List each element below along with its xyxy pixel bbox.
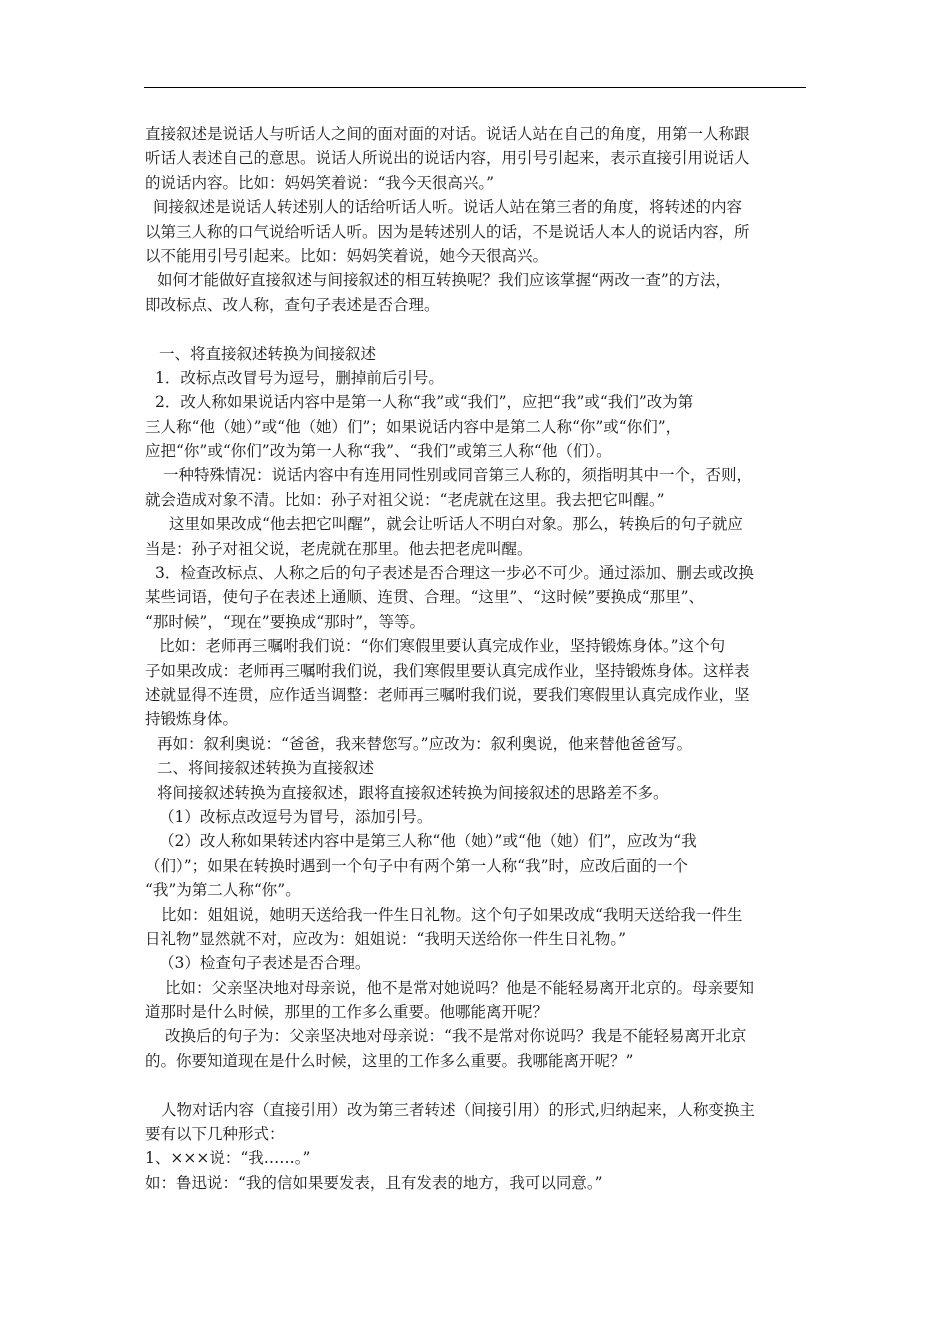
text-line: 如：鲁迅说：“我的信如果要发表，且有发表的地方，我可以同意。” <box>145 1173 603 1192</box>
text-line: 的说话内容。比如：妈妈笑着说：“我今天很高兴。” <box>145 173 495 192</box>
document-body <box>145 122 809 1195</box>
text-line: 将间接叙述转换为直接叙述，跟将直接叙述转换为间接叙述的思路差不多。 <box>157 783 669 802</box>
text-line: 即改标点、改人称，查句子表述是否合理。 <box>145 295 440 314</box>
text-line: 改换后的句子为：父亲坚决地对母亲说：“我不是常对你说吗？我是不能轻易离开北京 <box>165 1027 747 1046</box>
paragraph <box>145 366 809 390</box>
text-line: 一、将直接叙述转换为间接叙述 <box>159 344 377 363</box>
text-line: 1、×××说：“我……。” <box>145 1149 311 1168</box>
blank-line <box>145 1073 809 1097</box>
paragraph <box>145 781 809 805</box>
paragraph <box>145 512 809 561</box>
text-line: 听话人表述自己的意思。说话人所说出的说话内容，用引号引起来，表示直接引用说话人 <box>145 149 750 168</box>
paragraph <box>145 561 809 634</box>
paragraph <box>145 1024 809 1073</box>
paragraph <box>145 122 809 195</box>
text-line: 再如：叙利奥说：“爸爸，我来替您写。”应改为：叙利奥说，他来替他爸爸写。 <box>157 734 693 753</box>
text-line: 当是：孙子对祖父说，老虎就在那里。他去把老虎叫醒。 <box>145 539 533 558</box>
paragraph <box>145 195 809 268</box>
paragraph <box>145 1171 809 1195</box>
text-line: 三人称“他（她）”或“他（她）们”；如果说话内容中是第二人称“你”或“你们”， <box>145 417 682 436</box>
text-line: 2．改人称如果说话内容中是第一人称“我”或“我们”，应把“我”或“我们”改为第 <box>155 393 694 412</box>
text-line: “那时候”，“现在”要换成“那时”，等等。 <box>145 612 426 631</box>
text-line: 述就显得不连贯，应作适当调整：老师再三嘱咐我们说，要我们寒假里认真完成作业，坚 <box>145 685 750 704</box>
paragraph <box>145 463 809 512</box>
paragraph <box>145 829 809 902</box>
text-line: （1）改标点改逗号为冒号，添加引号。 <box>159 807 433 826</box>
text-line: 一种特殊情况：说话内容中有连用同性别或同音第三人称的，须指明其中一个，否则， <box>163 466 753 485</box>
text-line: 人物对话内容（直接引用）改为第三者转述（间接引用）的形式,归纳起来，人称变换主 <box>161 1100 755 1119</box>
text-line: （3）检查句子表述是否合理。 <box>159 954 371 973</box>
paragraph <box>145 1098 809 1147</box>
text-line: “我”为第二人称“你”。 <box>145 881 301 900</box>
text-line: 如何才能做好直接叙述与间接叙述的相互转换呢？我们应该掌握“两改一查”的方法， <box>157 271 731 290</box>
text-line: 应把“你”或“你们”改为第一人称“我”、“我们”或第三人称“他（们）。 <box>145 442 612 461</box>
paragraph <box>145 903 809 952</box>
paragraph <box>145 756 809 780</box>
text-line: 道那时是什么时候，那里的工作多么重要。他哪能离开呢？ <box>145 1003 549 1022</box>
text-line: （2）改人称如果转述内容中是第三人称“他（她）”或“他（她）们”，应改为“我 <box>159 832 697 851</box>
text-line: 持锻炼身体。 <box>145 710 239 729</box>
paragraph <box>145 268 809 317</box>
paragraph <box>145 1146 809 1170</box>
text-line: 这里如果改成“他去把它叫醒”，就会让听话人不明白对象。那么，转换后的句子就应 <box>169 515 743 534</box>
paragraph <box>145 634 809 732</box>
paragraph <box>145 976 809 1025</box>
text-line: 比如：姐姐说，她明天送给我一件生日礼物。这个句子如果改成“我明天送给我一件生 <box>161 905 743 924</box>
text-line: 以不能用引号引起来。比如：妈妈笑着说，她今天很高兴。 <box>145 246 549 265</box>
text-line: 二、将间接叙述转换为直接叙述 <box>157 759 375 778</box>
text-line: 间接叙述是说话人转述别人的话给听话人听。说话人站在第三者的角度，将转述的内容 <box>153 198 743 217</box>
text-line: 直接叙述是说话人与听话人之间的面对面的对话。说话人站在自己的角度，用第一人称跟 <box>145 125 750 143</box>
text-line: （们）”；如果在转换时遇到一个句子中有两个第一人称“我”时，应改后面的一个 <box>145 856 689 875</box>
paragraph <box>145 732 809 756</box>
paragraph <box>145 805 809 829</box>
text-line: 比如：老师再三嘱咐我们说：“你们寒假里要认真完成作业，坚持锻炼身体。”这个句 <box>159 637 726 656</box>
text-line: 日礼物”显然就不对，应改为：姐姐说：“我明天送给你一件生日礼物。” <box>145 929 627 948</box>
text-line: 比如：父亲坚决地对母亲说，他不是常对她说吗？他是不能轻易离开北京的。母亲要知 <box>165 978 755 997</box>
blank-line <box>145 317 809 341</box>
text-line: 1．改标点改冒号为逗号，删掉前后引号。 <box>155 368 444 387</box>
text-line: 子如果改成：老师再三嘱咐我们说，我们寒假里要认真完成作业，坚持锻炼身体。这样表 <box>145 661 750 680</box>
text-line: 3．检查改标点、人称之后的句子表述是否合理这一步必不可少。通过添加、删去或改换 <box>155 564 754 583</box>
paragraph <box>145 390 809 463</box>
text-line: 就会造成对象不清。比如：孙子对祖父说：“老虎就在这里。我去把它叫醒。” <box>145 490 665 509</box>
text-line: 要有以下几种形式： <box>145 1125 285 1144</box>
text-line: 以第三人称的口气说给听话人听。因为是转述别人的话，不是说话人本人的说话内容，所 <box>145 222 750 241</box>
header-rule <box>144 87 806 88</box>
paragraph <box>145 951 809 975</box>
paragraph <box>145 342 809 366</box>
text-line: 的。你要知道现在是什么时候，这里的工作多么重要。我哪能离开呢？” <box>145 1051 634 1070</box>
text-line: 某些词语，使句子在表述上通顺、连贯、合理。“这里”、“这时候”要换成“那里”、 <box>145 588 705 607</box>
